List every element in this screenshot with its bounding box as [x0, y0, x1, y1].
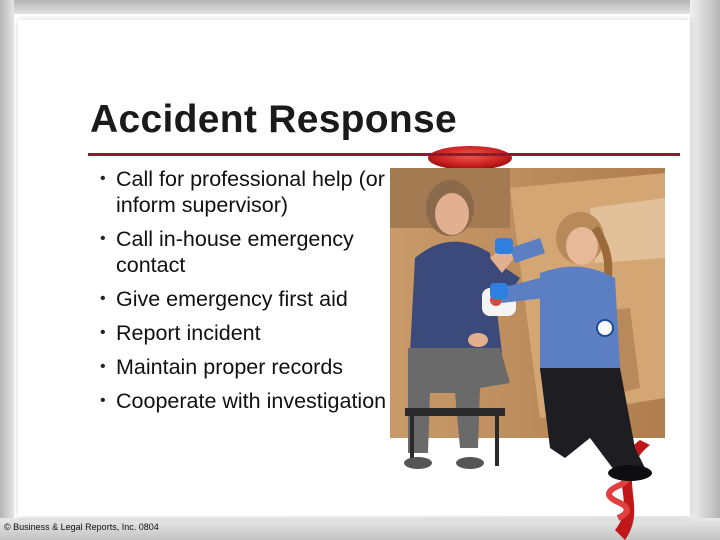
bullet-text: Maintain proper records — [116, 355, 344, 379]
first-aid-photo — [390, 168, 665, 508]
bullet-text: Call for professional help (or inform supervisor) — [116, 167, 385, 217]
bullet-icon: • — [100, 230, 106, 247]
title-underline — [88, 153, 680, 156]
bullet-icon: • — [100, 392, 106, 409]
list-item — [100, 320, 390, 346]
bullet-text: Report incident — [116, 321, 261, 345]
list-item — [100, 354, 390, 380]
bullet-text: Give emergency first aid — [116, 287, 348, 311]
list-item — [100, 226, 390, 278]
bullet-text: Cooperate with investigation — [116, 389, 387, 413]
bullet-icon: • — [100, 324, 106, 341]
bullet-icon: • — [100, 170, 106, 187]
bullet-list — [100, 166, 390, 422]
copyright-footer: © Business & Legal Reports, Inc. 0804 — [4, 522, 159, 532]
bullet-icon: • — [100, 290, 106, 307]
list-item — [100, 166, 390, 218]
list-item — [100, 286, 390, 312]
list-item — [100, 388, 390, 414]
bullet-icon: • — [100, 358, 106, 375]
bullet-text: Call in-house emergency contact — [116, 227, 354, 277]
slide-title: Accident Response — [90, 98, 458, 141]
